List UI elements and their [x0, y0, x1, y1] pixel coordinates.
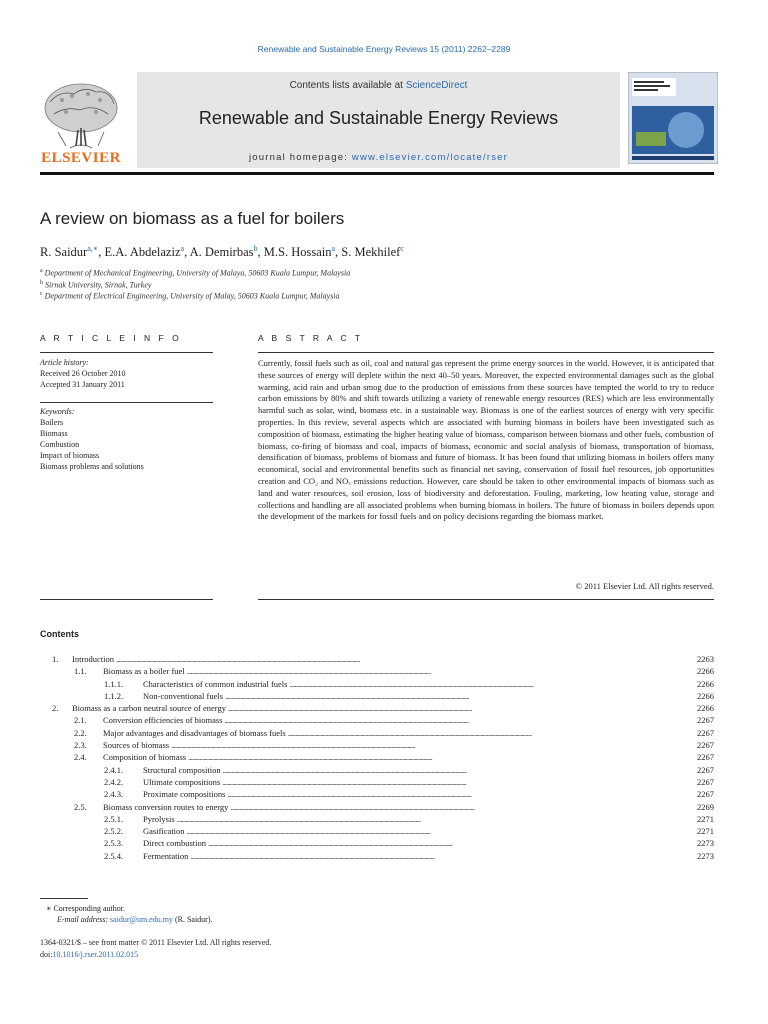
toc-page-number[interactable]: 2267: [697, 740, 714, 751]
toc-entry[interactable]: [40, 653, 714, 665]
keyword[interactable]: Combustion: [40, 440, 80, 449]
toc-leader-dots: [223, 764, 695, 776]
toc-page-number[interactable]: 2266: [697, 703, 714, 714]
corresponding-author-note: [46, 904, 125, 913]
toc-number: 2.5.1.: [104, 813, 124, 824]
doi-line: [40, 950, 138, 959]
toc-label[interactable]: Structural composition: [143, 764, 221, 775]
toc-label[interactable]: Major advantages and disadvantages of biomass fuels: [103, 727, 286, 738]
author-name: S. Mekhilef: [341, 245, 401, 260]
toc-page-number[interactable]: 2267: [697, 764, 714, 775]
toc-label[interactable]: Sources of biomass: [103, 740, 170, 751]
article-title: A review on biomass as a fuel for boilers: [40, 209, 345, 228]
toc-leader-dots: [208, 837, 695, 849]
affiliation: [40, 291, 340, 301]
journal-citation[interactable]: Renewable and Sustainable Energy Reviews 15 (2011) 2262–2289: [257, 44, 511, 54]
author[interactable]: [341, 245, 404, 259]
toc-number: 1.1.1.: [104, 678, 124, 689]
affiliation: [40, 268, 350, 278]
corresponding-author-text: Corresponding author.: [53, 904, 125, 913]
toc-number: 2.4.3.: [104, 789, 124, 800]
toc-page-number[interactable]: 2267: [697, 789, 714, 800]
author-separator: ,: [98, 245, 105, 260]
toc-number: 2.5.: [74, 801, 87, 812]
toc-leader-dots: [190, 850, 695, 862]
issn-line: 1364-0321/$ – see front matter © 2011 Elsevier Ltd. All rights reserved.: [40, 938, 272, 947]
sciencedirect-link[interactable]: ScienceDirect: [405, 80, 468, 91]
email-suffix: (R. Saidur).: [172, 915, 213, 924]
toc-number: 2.1.: [74, 715, 87, 726]
toc-entry[interactable]: [40, 850, 714, 862]
keyword[interactable]: Biomass: [40, 429, 68, 438]
keywords-label: Keywords:: [40, 407, 75, 416]
journal-name: Renewable and Sustainable Energy Reviews: [198, 108, 559, 128]
email-link[interactable]: saidur@um.edu.my: [110, 915, 173, 924]
toc-leader-dots: [188, 751, 695, 763]
toc-page-number[interactable]: 2266: [697, 666, 714, 677]
toc-label[interactable]: Conversion efficiencies of biomass: [103, 715, 223, 726]
contents-available-text: Contents lists available at: [289, 80, 406, 91]
toc-entry[interactable]: [40, 739, 714, 751]
affiliation-mark: c: [40, 291, 43, 297]
received-date: Received 26 October 2010: [40, 369, 126, 378]
history-label: Article history:: [40, 358, 89, 367]
author-separator: ,: [335, 245, 342, 260]
toc-number: 1.1.2.: [104, 690, 124, 701]
toc-number: 2.5.3.: [104, 838, 124, 849]
author-name: M.S. Hossain: [263, 245, 332, 260]
author[interactable]: [40, 245, 104, 259]
toc-entry[interactable]: [40, 665, 714, 677]
toc-page-number[interactable]: 2266: [697, 690, 714, 701]
article-info-rule: [40, 352, 213, 353]
toc-label[interactable]: Direct combustion: [143, 838, 207, 849]
toc-entry[interactable]: [40, 764, 714, 776]
toc-number: 2.4.: [74, 752, 87, 763]
article-info-heading: A R T I C L E I N F O: [40, 333, 182, 343]
toc-number: 2.5.4.: [104, 850, 124, 861]
contents-available-line: [137, 80, 620, 91]
toc-entry[interactable]: [40, 690, 714, 702]
toc-label[interactable]: Biomass conversion routes to energy: [103, 801, 229, 812]
toc-number: 1.1.: [74, 666, 87, 677]
keywords-block: [40, 406, 144, 472]
toc-number: 2.3.: [74, 740, 87, 751]
homepage-label: journal homepage:: [248, 152, 352, 163]
abstract-heading: A B S T R A C T: [258, 333, 364, 343]
toc-entry[interactable]: [40, 678, 714, 690]
author-name: E.A. Abdelaziz: [104, 245, 181, 260]
accepted-date: Accepted 31 January 2011: [40, 380, 125, 389]
toc-entry[interactable]: [40, 727, 714, 739]
toc-number: 2.: [52, 703, 59, 714]
toc-leader-dots: [187, 825, 695, 837]
affiliation-text: Sirnak University, Sirnak, Turkey: [45, 280, 152, 290]
contents-heading: Contents: [40, 629, 79, 639]
toc-leader-dots: [288, 727, 695, 739]
abstract-rule: [258, 352, 714, 353]
toc-label[interactable]: Gasification: [143, 826, 185, 837]
author-list: [40, 244, 404, 260]
toc-page-number[interactable]: 2269: [697, 801, 714, 812]
toc-label[interactable]: Biomass as a carbon neutral source of energy: [72, 703, 226, 714]
toc-leader-dots: [171, 739, 695, 751]
toc-page-number[interactable]: 2267: [697, 752, 714, 763]
toc-page-number[interactable]: 2271: [697, 826, 714, 837]
author-affiliation-mark[interactable]: a: [180, 244, 185, 253]
toc-number: 2.4.1.: [104, 764, 124, 775]
author[interactable]: [190, 245, 264, 259]
toc-entry[interactable]: [40, 751, 714, 763]
toc-page-number[interactable]: 2271: [697, 813, 714, 824]
publisher-wordmark: ELSEVIER: [41, 150, 121, 166]
author-separator: ,: [184, 245, 190, 260]
author-affiliation-mark[interactable]: c: [400, 244, 404, 253]
toc-page-number[interactable]: 2263: [697, 654, 714, 664]
toc-entry[interactable]: [40, 714, 714, 726]
affiliation: [40, 280, 151, 290]
keyword[interactable]: Boilers: [40, 418, 64, 427]
toc-label[interactable]: Fermentation: [143, 850, 189, 861]
toc-label[interactable]: Biomass as a boiler fuel: [103, 666, 185, 677]
toc-label[interactable]: Characteristics of common industrial fuels: [143, 678, 288, 689]
author-affiliation-mark[interactable]: b: [253, 244, 258, 253]
affiliation-text: Department of Electrical Engineering, University of Malay, 50603 Kuala Lumpur, Malaysia: [44, 291, 340, 301]
toc-leader-dots: [177, 813, 695, 825]
doi-link[interactable]: 10.1016/j.rser.2011.02.015: [52, 950, 139, 959]
toc-leader-dots: [227, 788, 695, 800]
author-affiliation-mark[interactable]: a: [331, 244, 336, 253]
toc-page-number[interactable]: 2267: [697, 776, 714, 787]
abstract-copyright: © 2011 Elsevier Ltd. All rights reserved.: [575, 581, 714, 591]
keyword[interactable]: Impact of biomass: [40, 451, 100, 460]
keyword[interactable]: Biomass problems and solutions: [40, 462, 144, 471]
abstract-text: Currently, fossil fuels such as oil, coal and natural gas represent the prime energy sources in the world. However, it is anticipated that these sources of energy will deplete within the next 40–50 years. Moreover, the expected environmental damages such as the global warming, acid rain and urban smog due to the production of emissions from these sources have tempted the world to try to reduce carbon emissions by 80% and shift towards utilizing a variety of renewable energy resources (RES) which are less environmentally harmful such as solar, wind, biomass etc. in a sustainable way. Biomass is one of the earliest sources of energy with very specific properties. In this review, several aspects which are associated with burning biomass in boilers have been investigated such as composition of biomass, estimating the higher heating value of biomass, comparison between biomass and other fuels, combustion of biomass, co-firing of biomass and coal, impacts of biomass, economic and social analysis of biomass, transportation of biomass, densification of biomass, problems of biomass and future of biomass. It has been found that utilizing biomass in boilers offers many economical, social and environmental benefits such as financial net saving, conservation of fossil fuel resources, job opportunities creation and CO₂ and NOₓ emissions reduction. However, care should be taken to other environmental impacts of biomass such as land and water resources, soil erosion, loss of biodiversity and deforestation. Fouling, marketing, low heating value, storage and collections and handling are all associated problems when burning biomass in boilers. The future of biomass in boilers depends upon the development of the markets for fossil fuels and on policy decisions regarding the biomass market.: [258, 358, 714, 522]
toc-label[interactable]: Introduction: [72, 654, 115, 664]
article-info-bottom-rule: [40, 599, 213, 600]
toc-leader-dots: [225, 690, 695, 702]
toc-number: 2.4.2.: [104, 776, 124, 787]
toc-leader-dots: [230, 801, 695, 813]
toc-label[interactable]: Non-conventional fuels: [143, 690, 224, 701]
email-label: E-mail address:: [57, 915, 111, 924]
toc-page-number[interactable]: 2273: [697, 838, 714, 849]
toc-leader-dots: [228, 702, 695, 714]
toc-page-number[interactable]: 2266: [697, 678, 714, 689]
author-separator: ,: [257, 245, 264, 260]
affiliation-text: Department of Mechanical Engineering, University of Malaya, 50603 Kuala Lumpur, Malaysia: [44, 268, 351, 278]
author-name: A. Demirbas: [189, 245, 254, 260]
toc-page-number[interactable]: 2267: [697, 715, 714, 726]
toc-entry[interactable]: [40, 801, 714, 813]
toc-entry[interactable]: [40, 788, 714, 800]
toc-entry[interactable]: [40, 702, 714, 714]
toc-leader-dots: [187, 665, 695, 677]
toc-page-number[interactable]: 2273: [697, 850, 714, 861]
toc-entry[interactable]: [40, 813, 714, 825]
footnote-mark: ∗: [46, 904, 52, 913]
toc-leader-dots: [116, 653, 695, 665]
journal-cover-image[interactable]: [628, 72, 718, 164]
toc-leader-dots: [289, 678, 695, 690]
keywords-rule: [40, 402, 213, 403]
table-of-contents: [40, 653, 714, 862]
article-history: [40, 357, 126, 390]
toc-entry[interactable]: [40, 776, 714, 788]
author-name: R. Saidur: [40, 245, 88, 260]
toc-number: 2.2.: [74, 727, 87, 738]
author[interactable]: [104, 245, 189, 259]
toc-label[interactable]: Ultimate compositions: [143, 776, 221, 787]
email-line: [57, 915, 213, 924]
toc-number: 1.: [52, 654, 59, 664]
journal-homepage: [137, 152, 620, 163]
toc-label[interactable]: Pyrolysis: [143, 813, 175, 824]
toc-leader-dots: [225, 714, 695, 726]
affiliation-mark: b: [40, 280, 43, 286]
homepage-link[interactable]: www.elsevier.com/locate/rser: [351, 152, 509, 163]
footnote-rule: [40, 898, 88, 899]
toc-number: 2.5.2.: [104, 826, 124, 837]
toc-page-number[interactable]: 2267: [697, 727, 714, 738]
abstract-bottom-rule: [258, 599, 714, 600]
author-affiliation-mark[interactable]: a,∗: [87, 244, 99, 253]
toc-label[interactable]: Proximate compositions: [143, 789, 226, 800]
author[interactable]: [264, 245, 342, 259]
toc-leader-dots: [222, 776, 695, 788]
header-rule: [40, 172, 714, 175]
affiliation-mark: a: [40, 268, 43, 274]
toc-entry[interactable]: [40, 825, 714, 837]
toc-entry[interactable]: [40, 837, 714, 849]
toc-label[interactable]: Composition of biomass: [103, 752, 187, 763]
doi-label: doi:: [40, 950, 53, 959]
